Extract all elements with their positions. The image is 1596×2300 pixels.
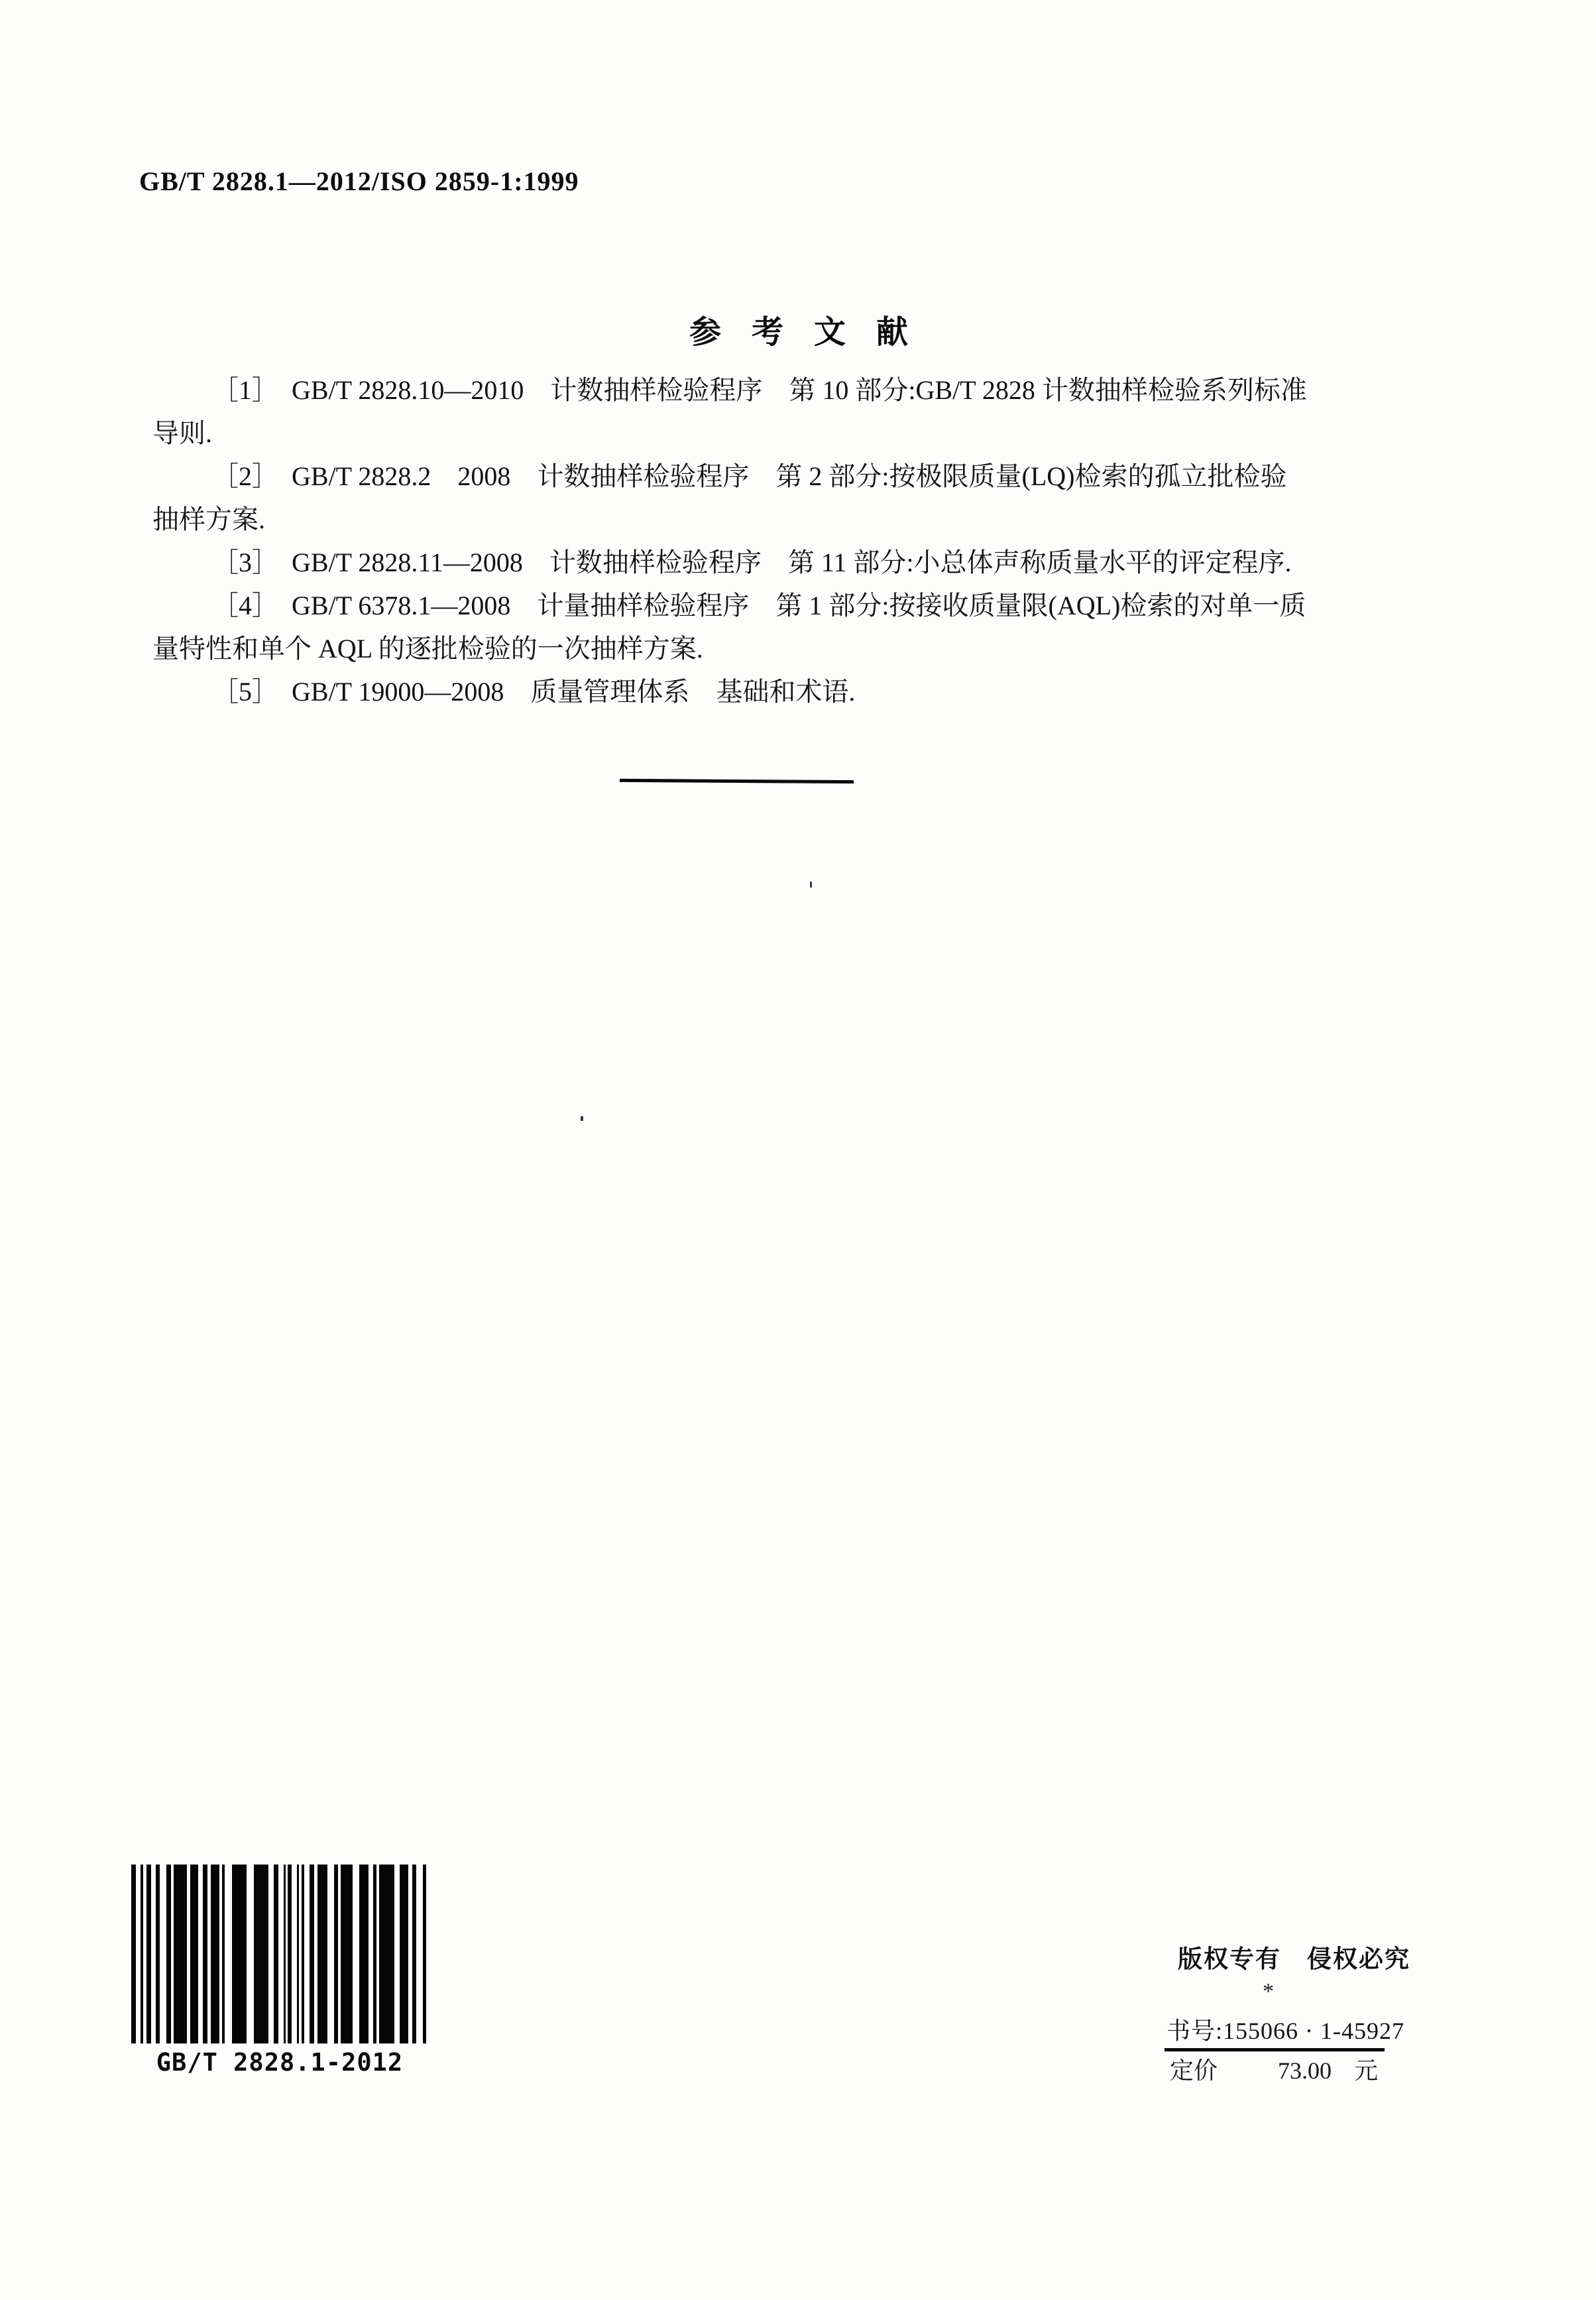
reference-item-line: ［3］ GB/T 2828.11—2008 计数抽样检验程序 第 11 部分:小总体声称质量水平的评定程序. (212, 547, 1292, 577)
barcode-bar (166, 1865, 171, 2043)
standard-code-header: GB/T 2828.1—2012/ISO 2859-1:1999 (139, 166, 579, 196)
barcode-bar (284, 1865, 286, 2043)
barcode-bar (156, 1865, 160, 2043)
reference-item-line: 抽样方案. (152, 504, 265, 534)
price-label: 定价 (1170, 2057, 1218, 2084)
reference-item-line: ［1］ GB/T 2828.10—2010 计数抽样检验程序 第 10 部分:GB/T 2828 计数抽样检验系列标准 (212, 375, 1307, 405)
barcode-bar (373, 1865, 376, 2043)
reference-item-line: ［2］ GB/T 2828.2 2008 计数抽样检验程序 第 2 部分:按极限质量(LQ)检索的孤立批检验 (212, 461, 1287, 491)
scan-speck (810, 882, 812, 888)
barcode-bar (400, 1865, 408, 2043)
barcode-bar (288, 1865, 292, 2043)
barcode-caption: GB/T 2828.1-2012 (156, 2048, 404, 2077)
barcode-bar (174, 1865, 187, 2043)
barcode-bar (302, 1865, 304, 2043)
price-unit: 元 (1354, 2057, 1379, 2084)
barcode-bar (334, 1865, 338, 2043)
barcode-bar (297, 1865, 299, 2043)
barcode-bar (317, 1865, 327, 2043)
copyright-notice: 版权专有 侵权必究 (1178, 1945, 1410, 1973)
barcode-bar (254, 1865, 268, 2043)
barcode-bar (341, 1865, 353, 2043)
end-of-document-rule (620, 779, 854, 783)
barcode-bar (412, 1865, 416, 2043)
barcode-bar (423, 1865, 426, 2043)
barcode-bar (131, 1865, 136, 2043)
reference-item-line: ［4］ GB/T 6378.1—2008 计量抽样检验程序 第 1 部分:按接收质量限(AQL)检索的对单一质 (212, 591, 1306, 620)
price-value: 73.00 (1278, 2057, 1332, 2084)
barcode-bar (146, 1865, 151, 2043)
barcode (131, 1865, 428, 2043)
book-number: 书号:155066 · 1-45927 (1167, 2018, 1404, 2044)
barcode-bar (379, 1865, 394, 2043)
barcode-bar (211, 1865, 219, 2043)
barcode-bar (232, 1865, 247, 2043)
barcode-bar (222, 1865, 225, 2043)
barcode-bar (310, 1865, 314, 2043)
references-list (152, 369, 1452, 713)
price-row-clipped (1170, 2057, 1383, 2084)
footer-rule (1165, 2048, 1385, 2051)
barcode-bar (359, 1865, 369, 2043)
star-separator: * (1263, 1979, 1274, 2004)
barcode-bar (141, 1865, 143, 2043)
barcode-bar (274, 1865, 278, 2043)
reference-item-line: 量特性和单个 AQL 的逐批检验的一次抽样方案. (152, 634, 703, 663)
barcode-bar (203, 1865, 207, 2043)
barcode-bar (190, 1865, 198, 2043)
references-title: 参考文献 (689, 315, 939, 350)
reference-item-line: 导则. (152, 418, 212, 448)
scan-speck (581, 1116, 583, 1121)
reference-item-line: ［5］ GB/T 19000—2008 质量管理体系 基础和术语. (212, 677, 856, 707)
